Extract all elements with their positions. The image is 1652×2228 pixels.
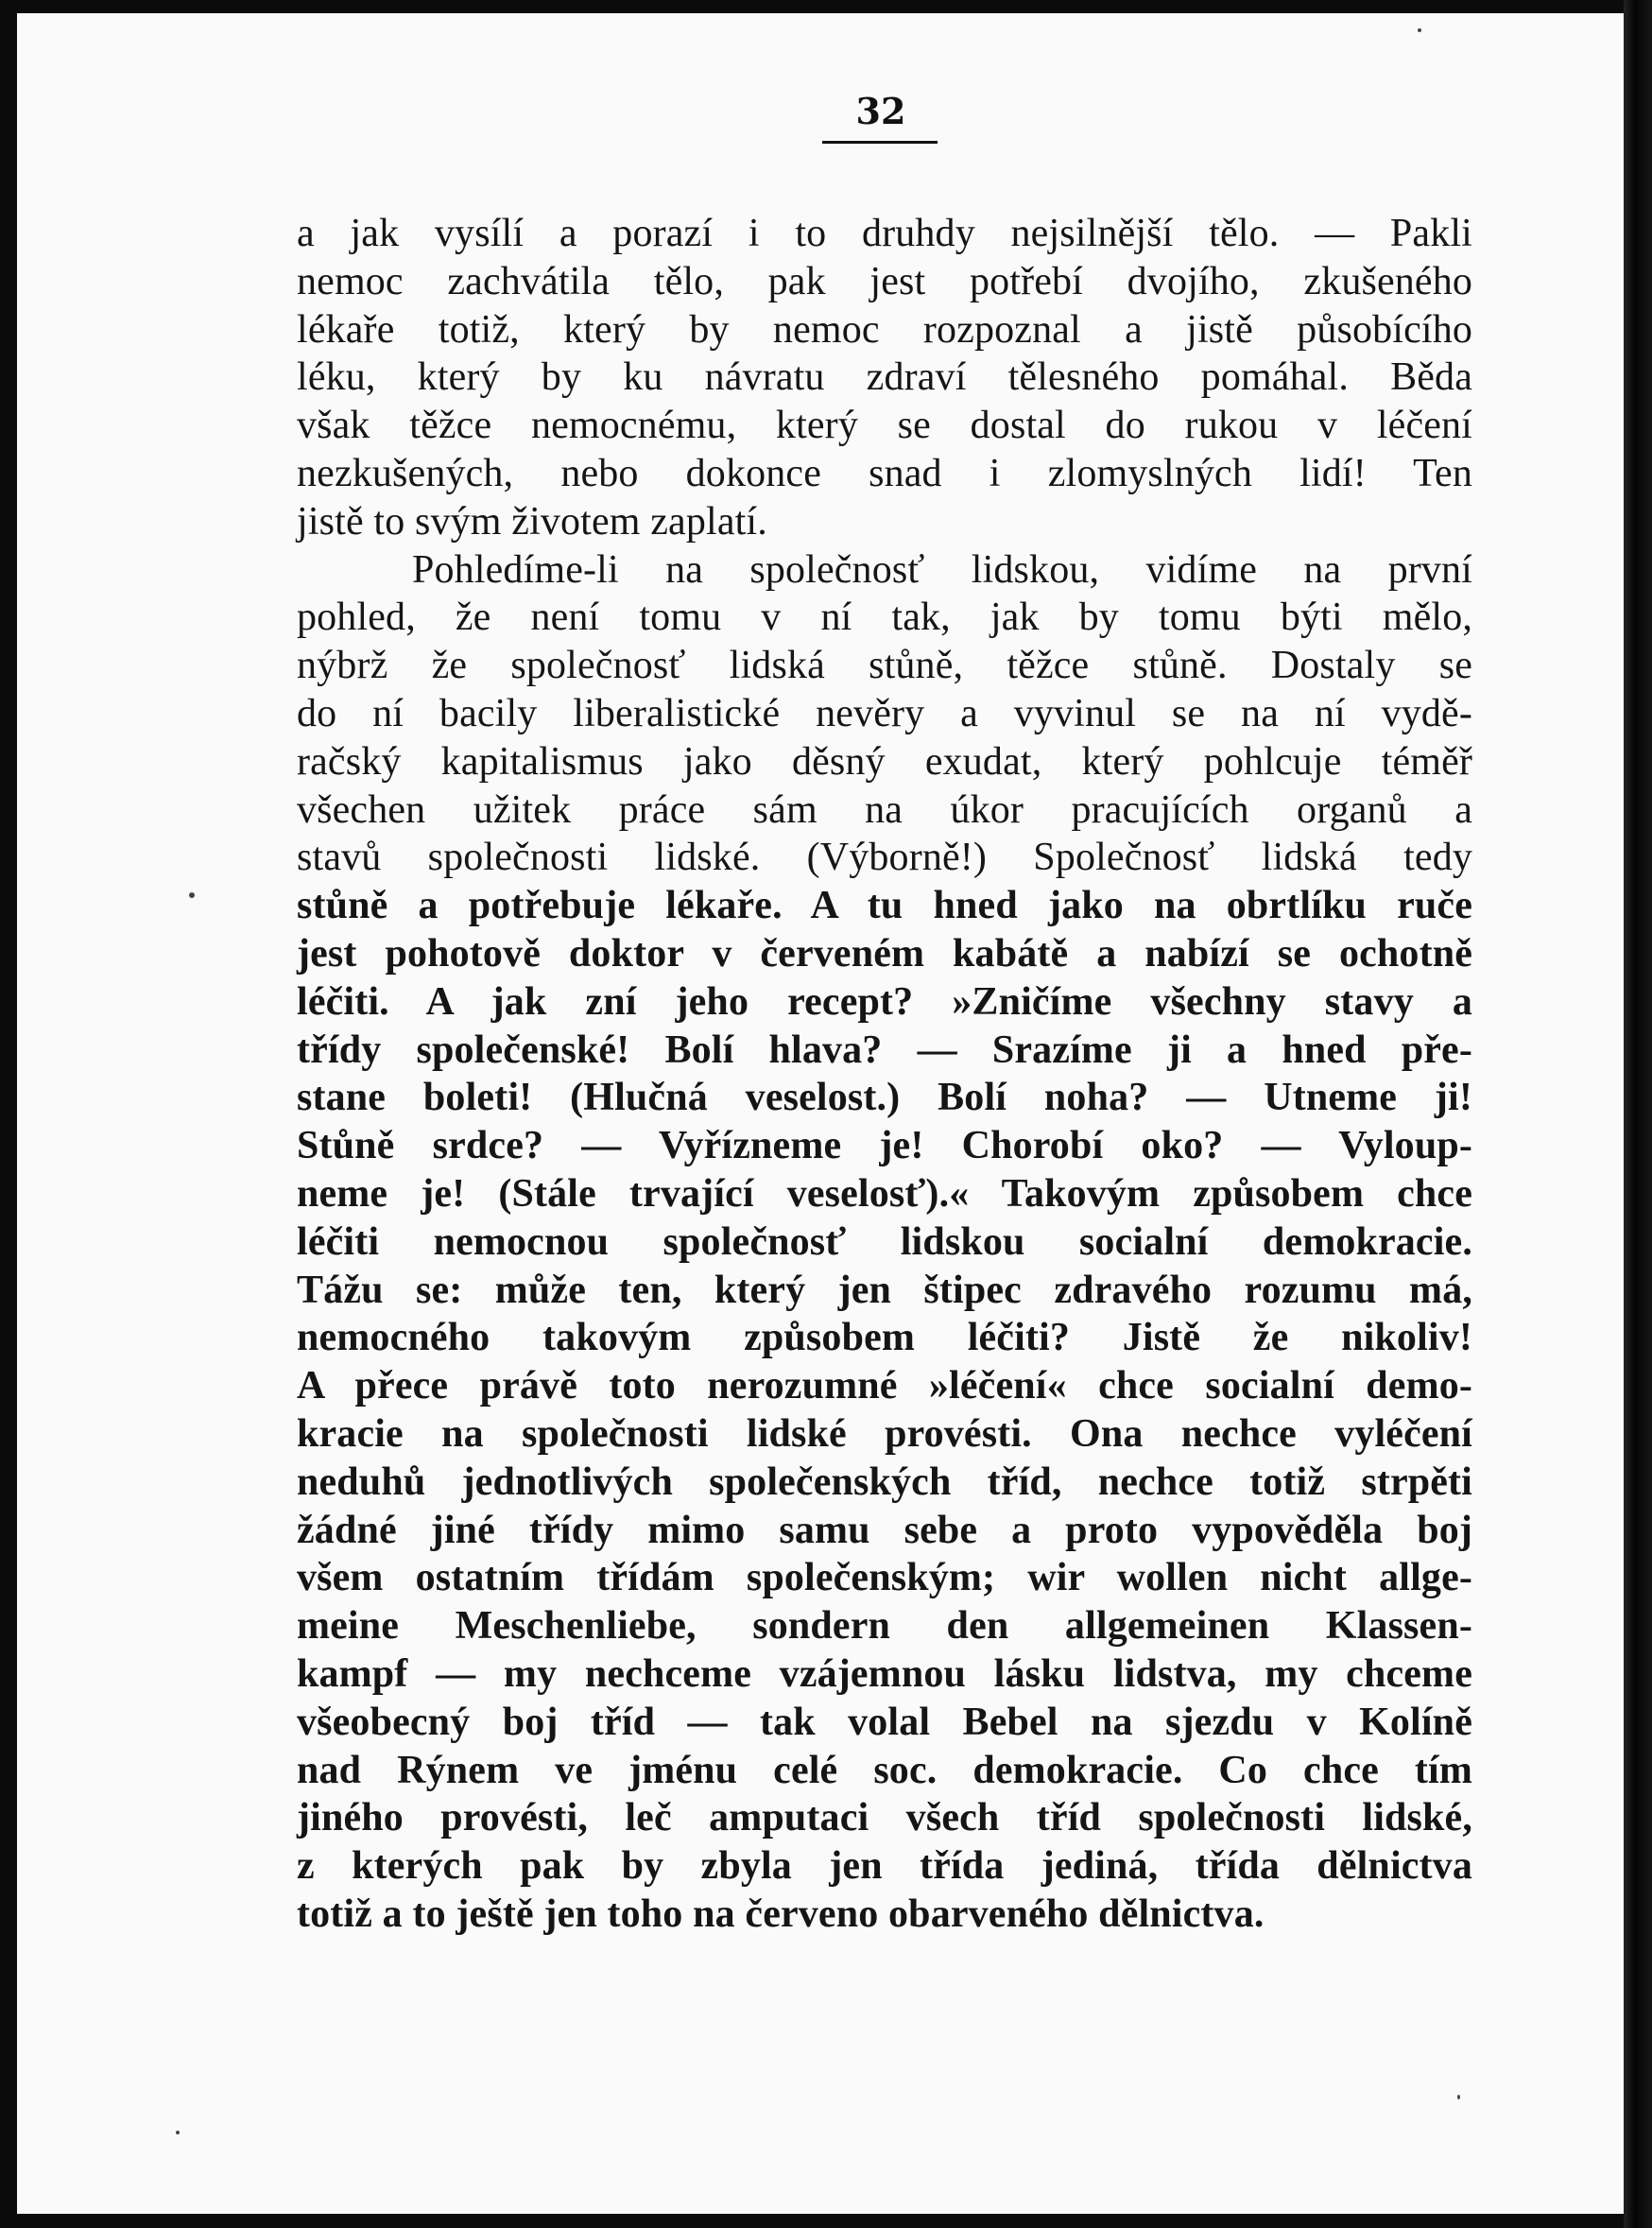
text-line: žádné jiné třídy mimo samu sebe a proto vypověděla boj	[297, 1508, 1472, 1552]
paper-speck	[1457, 2095, 1460, 2099]
text-line: jiného provésti, leč amputaci všech tříd společnosti lidské,	[297, 1796, 1472, 1840]
text-line: nýbrž že společnosť lidská stůně, těžce stůně. Dostaly se	[297, 644, 1472, 688]
text-line: Tážu se: může ten, který jen štipec zdravého rozumu má,	[297, 1268, 1472, 1312]
text-line: jest pohotově doktor v červeném kabátě a nabízí se ochotně	[297, 931, 1472, 976]
text-line: však těžce nemocnému, který se dostal do rukou v léčení	[297, 404, 1472, 448]
page-number: 32	[855, 90, 906, 132]
text-line: léčiti. A jak zní jeho recept? »Zničíme všechny stavy a	[297, 979, 1472, 1024]
text-line: kracie na společnosti lidské provésti. Ona nechce vyléčení	[297, 1411, 1472, 1456]
paper-speck	[1418, 28, 1421, 32]
text-line: pohled, že není tomu v ní tak, jak by tomu býti mělo,	[297, 596, 1472, 640]
page-number-underline	[822, 141, 938, 144]
text-line: třídy společenské! Bolí hlava? — Srazíme ji a hned pře-	[297, 1028, 1472, 1072]
text-line: Pohledíme-li na společnosť lidskou, vidíme na první	[412, 547, 1472, 592]
paragraph-2	[297, 546, 1472, 1939]
text-line: všechen užitek práce sám na úkor pracujících organů a	[297, 787, 1472, 832]
text-line: léku, který by ku návratu zdraví tělesného pomáhal. Běda	[297, 355, 1472, 400]
text-line: kampf — my nechceme vzájemnou lásku lidstva, my chceme	[297, 1651, 1472, 1696]
text-line: léčiti nemocnou společnosť lidskou socialní demokracie.	[297, 1219, 1472, 1264]
text-line: neme je! (Stále trvající veselosť).« Takovým způsobem chce	[297, 1171, 1472, 1216]
text-line: stůně a potřebuje lékaře. A tu hned jako na obrtlíku ruče	[297, 884, 1472, 928]
text-line: totiž a to ještě jen toho na červeno obarveného dělnictva.	[297, 1891, 1265, 1936]
text-line: a jak vysílí a porazí i to druhdy nejsilnější tělo. — Pakli	[297, 212, 1472, 255]
text-line: nemoc zachvátila tělo, pak jest potřebí dvojího, zkušeného	[297, 259, 1472, 303]
text-line: stavů společnosti lidské. (Výborně!) Společnosť lidská tedy	[297, 836, 1472, 880]
body-text	[297, 210, 1472, 1939]
text-line: všem ostatním třídám společenským; wir wollen nicht allge-	[297, 1556, 1472, 1600]
text-line: neduhů jednotlivých společenských tříd, nechce totiž strpěti	[297, 1459, 1472, 1504]
paper-speck	[189, 892, 195, 898]
text-line: nad Rýnem ve jménu celé soc. demokracie. Co chce tím	[297, 1748, 1472, 1792]
text-line: račský kapitalismus jako děsný exudat, který pohlcuje téměř	[297, 739, 1472, 784]
text-line: nemocného takovým způsobem léčiti? Jistě že nikoliv!	[297, 1316, 1472, 1360]
text-line: stane boleti! (Hlučná veselost.) Bolí noha? — Utneme ji!	[297, 1076, 1472, 1120]
text-line: z kterých pak by zbyla jen třída jediná, třída dělnictva	[297, 1844, 1472, 1889]
text-line: jistě to svým životem zaplatí.	[297, 499, 767, 544]
text-line: lékaře totiž, který by nemoc rozpoznal a jistě působícího	[297, 307, 1472, 352]
text-line: A přece právě toto nerozumné »léčení« chce socialní demo-	[297, 1364, 1472, 1408]
text-line: všeobecný boj tříd — tak volal Bebel na sjezdu v Kolíně	[297, 1700, 1472, 1744]
text-line: nezkušených, nebo dokonce snad i zlomyslných lidí! Ten	[297, 451, 1472, 495]
text-line: meine Meschenliebe, sondern den allgemeinen Klassen-	[297, 1604, 1472, 1649]
paragraph-1	[297, 210, 1472, 546]
text-line: Stůně srdce? — Vyřízneme je! Chorobí oko? — Vyloup-	[297, 1124, 1472, 1168]
paper-speck	[176, 2131, 180, 2134]
text-line: do ní bacily liberalistické nevěry a vyvinul se na ní vydě-	[297, 691, 1472, 735]
book-spine-edge	[1624, 0, 1652, 2228]
